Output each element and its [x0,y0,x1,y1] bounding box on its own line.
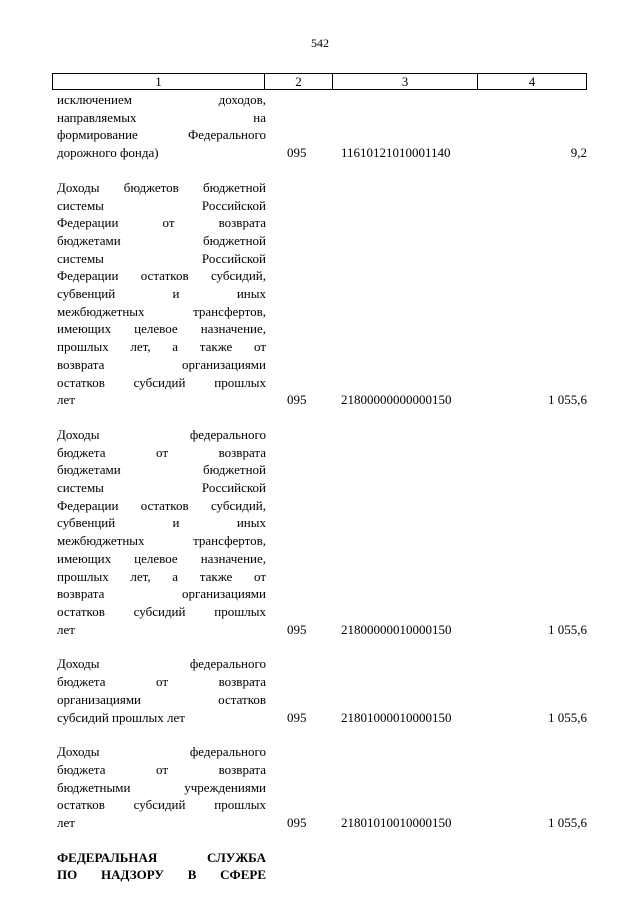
description-line: имеющих целевое назначение, [57,321,266,337]
admin-code: 095 [287,392,307,408]
amount-value: 1 055,6 [548,392,587,408]
description-line: лет [57,815,75,831]
description-line: системы Российской [57,250,266,266]
budget-classification-code: 21800000010000150 [341,621,452,637]
section-heading-text [57,849,266,884]
description-line: дорожного фонда) [57,145,159,161]
heading-line: ПО НАДЗОРУ В СФЕРЕ [57,867,266,883]
description-line: бюджета от возврата [57,674,266,690]
page-number: 542 [311,36,329,50]
description-line: Федерации остатков субсидий, [57,497,266,513]
description-line: межбюджетных трансфертов, [57,303,266,319]
description-line: направляемых на [57,109,266,125]
description-line: прошлых лет, а также от [57,568,266,584]
table-body [52,91,587,901]
description-line: возврата организациями [57,356,266,372]
admin-code: 095 [287,709,307,725]
description-line: субвенций и иных [57,515,266,531]
description-line: межбюджетных трансфертов, [57,533,266,549]
description-line: субвенций и иных [57,286,266,302]
admin-code: 095 [287,145,307,161]
description-line: бюджетами бюджетной [57,462,266,478]
header-col-2: 2 [264,74,332,89]
description-line: бюджетными учреждениями [57,779,266,795]
description-line: исключением доходов, [57,92,266,107]
amount-value: 1 055,6 [548,709,587,725]
description-line: Федерации от возврата [57,215,266,231]
table-header-row [52,73,587,90]
description-line: прошлых лет, а также от [57,339,266,355]
row-description [57,179,266,409]
description-line: остатков субсидий прошлых [57,797,266,813]
description-line: Доходы бюджетов бюджетной [57,179,266,195]
header-col-1: 1 [155,74,162,89]
table-row [52,426,587,638]
amount-value: 1 055,6 [548,621,587,637]
budget-classification-code: 21801010010000150 [341,815,452,831]
header-col-3: 3 [332,74,477,89]
row-description [57,655,266,726]
table-row [52,91,587,162]
budget-classification-code: 11610121010001140 [341,145,451,161]
description-line: формирование Федерального [57,127,266,143]
description-line: Федерации остатков субсидий, [57,268,266,284]
description-line: системы Российской [57,197,266,213]
description-line: бюджета от возврата [57,761,266,777]
table-row [52,743,587,832]
header-col-4: 4 [477,74,586,89]
description-line: бюджета от возврата [57,444,266,460]
amount-value: 1 055,6 [548,815,587,831]
row-description [57,743,266,832]
section-heading [52,849,587,884]
description-line: бюджетами бюджетной [57,232,266,248]
description-line: лет [57,392,75,408]
description-line: субсидий прошлых лет [57,709,185,725]
description-line: остатков субсидий прошлых [57,374,266,390]
row-description [57,426,266,638]
description-line: Доходы федерального [57,426,266,442]
row-description [57,91,266,162]
admin-code: 095 [287,815,307,831]
budget-classification-code: 21800000000000150 [341,392,452,408]
budget-classification-code: 21801000010000150 [341,709,452,725]
description-line: Доходы федерального [57,744,266,760]
heading-line: ФЕДЕРАЛЬНАЯ СЛУЖБА [57,849,266,865]
amount-value: 9,2 [570,145,587,161]
table-row [52,655,587,726]
description-line: организациями остатков [57,691,266,707]
description-line: лет [57,621,75,637]
description-line: остатков субсидий прошлых [57,603,266,619]
admin-code: 095 [287,621,307,637]
description-line: возврата организациями [57,586,266,602]
description-line: имеющих целевое назначение, [57,550,266,566]
description-line: Доходы федерального [57,656,266,672]
description-line: системы Российской [57,480,266,496]
table-row [52,179,587,409]
